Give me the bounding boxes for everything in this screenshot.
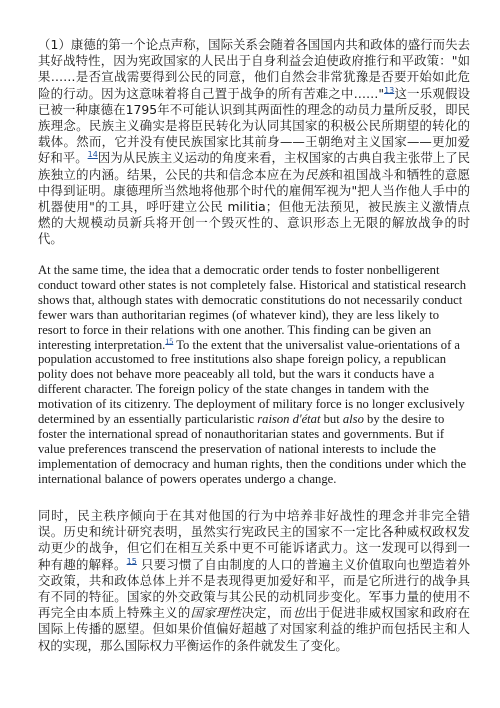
text-run: but bbox=[320, 412, 343, 427]
text-run: 这一乐观假设已被一种康德在1795年不可能认识到其两面性的理念的动员力量所反驳，即民族理念。民族主义确实是将臣民转化为认同其国家的积极公民所期望的转化的载体。然而，它并没有使民族国家比其前身——王朝绝对主义国家——更加爱好和平。 bbox=[38, 85, 471, 166]
text-run: 同时，民主秩序倾向于在其对他国的行为中培养非好战性的理念并非完全错误。历史和统计研究表明，虽然实行宪政民主的国家不一定比各种威权政权发动更少的战争，但它们在相互关系中更不可能诉诸武力。这一发现可以得到一种有趣的解释。 bbox=[38, 508, 470, 572]
text-run: by the desire to foster the international spread of nonauthoritarian states and governments. But if value preferences transcend the preservation of national interests to include the implementation of democracy and human rights, then the conditions under which the international balance of powers operates undergo a change. bbox=[38, 412, 467, 486]
paragraph-en-democratic-order bbox=[38, 263, 470, 487]
italic-text-run: 国家理性 bbox=[190, 605, 242, 621]
text-run: At the same time, the idea that a democratic order tends to foster nonbelligerent conduct toward other states is not completely false. Historical and statistical research shows that, although states with democratic constitutions do not necessarily conduct fewer wars than authoritarian regimes (of whatever kind), they are less likely to resort to force in their relations with one another. This finding can be given an interesting interpretation. bbox=[38, 263, 467, 352]
paragraph-zh-democratic-order bbox=[38, 508, 470, 654]
italic-text-run: also bbox=[342, 412, 364, 427]
italic-text-run: 也 bbox=[292, 605, 306, 621]
footnote-link-15[interactable]: 15 bbox=[126, 556, 137, 566]
text-run: （1）康德的第一个论点声称，国际关系会随着各国国内共和政体的盛行而失去其好战特性，因为宪政国家的人民出于自身利益会迫使政府推行和平政策："如果……是否宣战需要得到公民的同意，他们自然会非常犹豫是否要开始如此危险的行动。因为这意味着将自己置于战争的所有苦难之中……" bbox=[38, 37, 470, 101]
text-run: 只要习惯了自由制度的人口的普遍主义价值取向也塑造着外交政策，共和政体总体上并不是表现得更加爱好和平，而是它所进行的战争具有不同的特征。国家的外交政策与其公民的动机同步变化。军事力量的使用不再完全由本质上特殊主义的 bbox=[38, 556, 470, 621]
footnote-link-15[interactable]: 15 bbox=[165, 336, 174, 346]
text-run: 出于促进非威权国家和政府在国际上传播的愿望。但如果价值偏好超越了对国家利益的维护而包括民主和人权的实现，那么国际权力平衡运作的条件就发生了变化。 bbox=[38, 605, 471, 653]
text-run: 因为从民族主义运动的角度来看，主权国家的古典自我主张带上了民族独立的内涵。结果，公民的共和信念本应在为 bbox=[38, 150, 470, 182]
text-run: 和祖国战斗和牺牲的意愿中得到证明。康德理所当然地将他那个时代的雇佣军视为"把人当作他人手中的机器使用"的工具，呼吁建立公民 militia；但他无法预见，被民族主义激情点燃的大规模动员新兵将开创一个毁灭性的、意识形态上无限的解放战争的时代。 bbox=[38, 166, 471, 247]
paragraph-zh-kant-first-argument bbox=[38, 37, 470, 248]
italic-text-run: raison d'état bbox=[257, 412, 321, 427]
text-run: To the extent that the universalist value-orientations of a population accustomed to free institutions also shape foreign policy, a republican polity does not behave more peaceably all told, but the wars it conducts have a different character. The foreign policy of the state changes in tandem with the motivation of its citizenry. The deployment of military force is no longer exclusively determined by an essentially particularistic bbox=[38, 337, 465, 427]
footnote-link-14[interactable]: 14 bbox=[87, 150, 98, 160]
text-run: 决定，而 bbox=[241, 605, 293, 621]
footnote-link-13[interactable]: 13 bbox=[384, 85, 395, 95]
italic-text-run: 民族 bbox=[305, 166, 331, 182]
